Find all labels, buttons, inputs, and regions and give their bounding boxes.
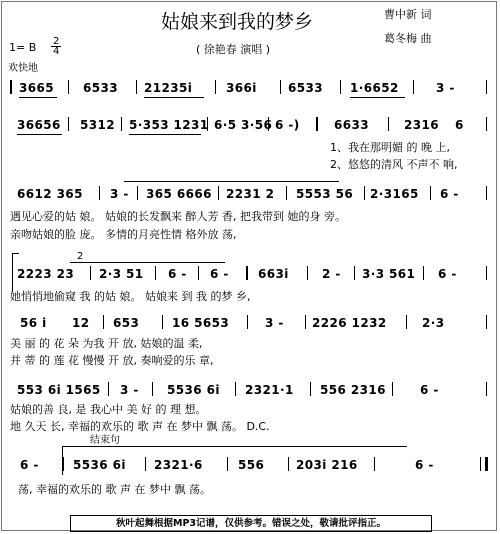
bar-line bbox=[207, 117, 208, 131]
bar-line bbox=[354, 266, 355, 280]
measure: 6533 bbox=[288, 81, 323, 95]
bar-line bbox=[235, 382, 236, 396]
measure: 5553 56 bbox=[296, 187, 354, 201]
measure: 2231 2 bbox=[226, 187, 275, 201]
bar-line bbox=[364, 186, 365, 200]
measure: 3665 bbox=[19, 81, 54, 95]
measure: 663i bbox=[258, 267, 289, 281]
measure: 36656 bbox=[17, 118, 61, 132]
repeat-bar bbox=[246, 266, 248, 280]
bar-line bbox=[392, 382, 393, 396]
bar-line bbox=[145, 457, 146, 471]
lyric-line-verse-1: 遇见心爱的姑 娘。 姑娘的长发飘来 醉人芳 香, 把我带到 她的身 旁。 bbox=[10, 210, 346, 223]
measure: 2321·1 bbox=[245, 383, 294, 397]
measure: 3 - bbox=[436, 81, 455, 95]
measure: 556 bbox=[238, 458, 265, 472]
measure: 203i 216 bbox=[296, 458, 358, 472]
slur bbox=[124, 181, 339, 182]
bar-line bbox=[280, 80, 281, 94]
bar-line bbox=[90, 266, 91, 280]
time-signature-bottom: 4 bbox=[53, 46, 60, 57]
measure: 366i bbox=[226, 81, 257, 95]
measure: 2223 23 bbox=[17, 267, 75, 281]
bar-line bbox=[68, 117, 69, 131]
measure: 3 - bbox=[110, 187, 129, 201]
bar-line bbox=[162, 315, 163, 329]
key-signature: 1= B bbox=[9, 41, 37, 54]
lyric-line-verse-1: 美 丽 的 花 朵 为我 开 放, 姑娘的温 柔, bbox=[10, 337, 203, 350]
lyric-line-verse-1: 姑娘的善 良, 是 我心中 美 好 的 理 想。 bbox=[10, 403, 207, 416]
measure: 2316 bbox=[404, 118, 439, 132]
underline bbox=[350, 97, 405, 98]
measure: 6 bbox=[455, 118, 464, 132]
underline bbox=[129, 134, 201, 135]
measure: 2226 1232 bbox=[312, 316, 387, 330]
measure: 3 - bbox=[120, 383, 139, 397]
bar-line bbox=[99, 186, 100, 200]
bar-line bbox=[430, 186, 431, 200]
bar-line bbox=[198, 266, 199, 280]
bar-line bbox=[218, 186, 219, 200]
underline bbox=[144, 97, 204, 98]
bar-line bbox=[103, 315, 104, 329]
bar-line bbox=[247, 315, 248, 329]
measure: 2·3165 bbox=[370, 187, 419, 201]
lyric-line-verse-2: 2、悠悠的清风 不声不 响, bbox=[330, 158, 458, 171]
measure: 1·6652 bbox=[350, 81, 399, 95]
lyric-line: 她悄悄地偷窥 我 的姑 娘。 姑娘来 到 我 的梦 乡, bbox=[10, 290, 251, 303]
measure: 6633 bbox=[334, 118, 369, 132]
footer-note: 秋叶起舞根据MP3记谱，仅供参考。错误之处，敬请批评指正。 bbox=[70, 515, 432, 532]
bar-line bbox=[227, 457, 228, 471]
bar-line bbox=[286, 186, 287, 200]
bar-line bbox=[374, 457, 375, 471]
measure: 2 - bbox=[322, 267, 341, 281]
measure: 6612 365 bbox=[17, 187, 83, 201]
bar-line bbox=[486, 117, 487, 131]
bar-line bbox=[215, 80, 216, 94]
lyricist: 曹中新 词 bbox=[384, 8, 432, 21]
bar-line bbox=[486, 382, 487, 396]
volta-number-2: 2 bbox=[77, 251, 84, 262]
bar-line bbox=[486, 186, 487, 200]
bar-line bbox=[307, 266, 308, 280]
lyric-line: 荡, 幸福的欢乐的 歌 声 在 梦中 飘 荡。 bbox=[18, 483, 211, 496]
bar-line bbox=[423, 266, 424, 280]
composer: 葛冬梅 曲 bbox=[384, 32, 432, 45]
measure: 2·3 51 bbox=[99, 267, 144, 281]
underline bbox=[19, 97, 57, 98]
bar-line bbox=[136, 80, 137, 94]
tempo-marking: 欢快地 bbox=[8, 63, 38, 74]
lyric-line-verse-2: 亲吻姑娘的脸 庞。 多情的月亮性情 格外放 荡, bbox=[10, 228, 237, 241]
measure: 6·5 3·56 bbox=[214, 118, 273, 132]
bar-line bbox=[10, 80, 12, 94]
measure: 6 - bbox=[20, 458, 39, 472]
measure: 5·353 1231 bbox=[129, 118, 209, 132]
time-signature-line bbox=[51, 46, 61, 47]
time-signature-top: 2 bbox=[53, 36, 60, 47]
volta-line bbox=[70, 262, 225, 263]
underline bbox=[17, 134, 62, 135]
bar-line bbox=[305, 315, 306, 329]
measure: 2321·6 bbox=[154, 458, 203, 472]
bar-line bbox=[268, 117, 269, 131]
measure: 6 - bbox=[168, 267, 187, 281]
ending-label: 结束句 bbox=[90, 435, 120, 446]
bar-line bbox=[480, 457, 481, 471]
measure: 16 5653 bbox=[172, 316, 230, 330]
song-title: 姑娘来到我的梦乡 bbox=[161, 11, 314, 33]
measure: 3 - bbox=[265, 316, 284, 330]
measure: 56 i bbox=[20, 316, 47, 330]
measure: 6 - bbox=[438, 267, 457, 281]
bar-line bbox=[288, 457, 289, 471]
measure: 6 - bbox=[440, 187, 459, 201]
measure: 5312 bbox=[80, 118, 115, 132]
measure: 556 2316 bbox=[320, 383, 386, 397]
measure: 5536 6i bbox=[73, 458, 126, 472]
bar-line bbox=[137, 186, 138, 200]
measure: 553 6i 1565 bbox=[17, 383, 101, 397]
bar-line bbox=[340, 80, 341, 94]
measure: 6533 bbox=[83, 81, 118, 95]
bar-line bbox=[108, 382, 109, 396]
measure: 6 -) bbox=[275, 118, 300, 132]
bar-line bbox=[413, 80, 414, 94]
final-bar bbox=[485, 457, 488, 471]
bar-line bbox=[388, 117, 389, 131]
measure: 3·3 561 bbox=[362, 267, 416, 281]
ending-line bbox=[62, 446, 407, 447]
bar-line bbox=[486, 315, 487, 329]
bar-line bbox=[310, 382, 311, 396]
measure: 6 - bbox=[420, 383, 439, 397]
bar-line bbox=[486, 266, 487, 280]
measure: 2·3 bbox=[422, 316, 445, 330]
measure: 12 bbox=[72, 316, 90, 330]
measure: 6 - bbox=[415, 458, 434, 472]
repeat-bar bbox=[62, 457, 64, 471]
bar-line bbox=[406, 315, 407, 329]
measure: 5536 6i bbox=[167, 383, 220, 397]
measure: 365 6666 bbox=[146, 187, 212, 201]
bar-line bbox=[152, 382, 153, 396]
lyric-line-verse-2: 并 蒂 的 莲 花 慢慢 开 放, 奏响爱的乐 章, bbox=[10, 354, 214, 367]
lyric-line-verse-2: 地 久天 长, 幸福的欢乐的 歌 声 在 梦中 飘 荡。 D.C. bbox=[10, 420, 270, 433]
repeat-bar bbox=[316, 117, 318, 131]
measure: 653 bbox=[113, 316, 140, 330]
measure: 6 - bbox=[210, 267, 229, 281]
bar-line bbox=[155, 266, 156, 280]
bar-line bbox=[121, 117, 122, 131]
bar-line bbox=[68, 80, 69, 94]
lyric-line-verse-1: 1、我在那明媚 的 晚 上, bbox=[330, 141, 450, 154]
performer: ( 徐艳春 演唱 ) bbox=[196, 43, 271, 56]
bar-line bbox=[486, 80, 487, 94]
measure: 21235i bbox=[144, 81, 193, 95]
